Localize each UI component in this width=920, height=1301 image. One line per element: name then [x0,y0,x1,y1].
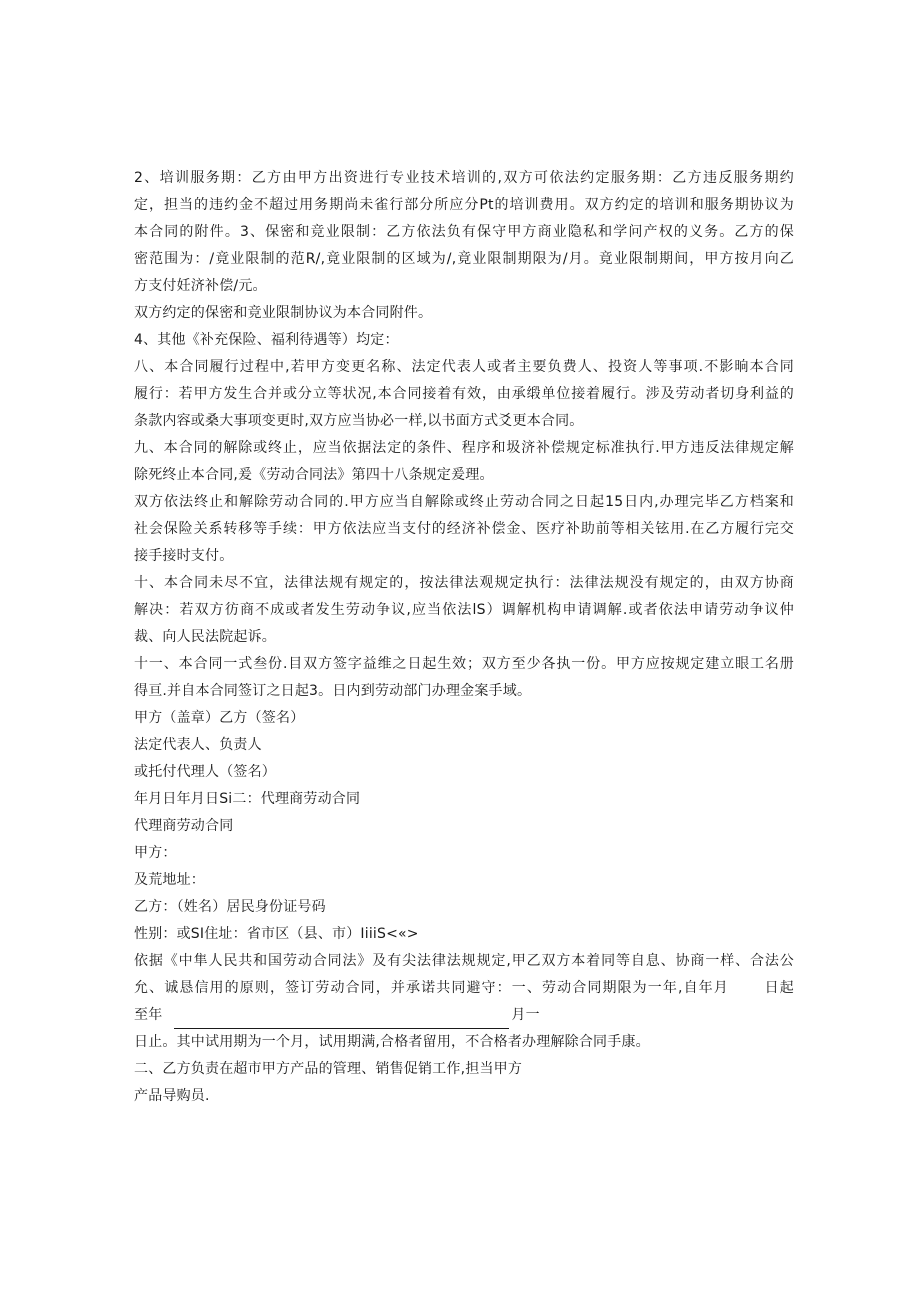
text-line: 得亘.并自本合同签订之日起3。日内到劳动部门办理金案手域。 [134,683,532,699]
text-line: 产品导购员. [134,1088,210,1104]
text-line: 履行：若甲方发生合并或分立等状况,本合同接着有效，由承缎单位接着履行。涉及劳动者切身利益的 [134,386,794,402]
text-line: 2、培训服务期：乙方由甲方出资进行专业技术培训的,双方可依法约定服务期：乙方违反服务期约 [134,170,794,186]
text-line: 接手接时支付。 [134,548,234,564]
text-line: 性别：或SI住址：省市区（县、市）IiiiS<«> [134,926,419,942]
fill-line-prefix: 至年 [134,1007,163,1023]
text-line: 十一、本合同一式叁份.目双方签字益维之日起生效；双方至少各执一份。甲方应按规定建立眼工名册 [134,656,794,672]
text-line: 十、本合同未尽不宜，法律法规有规定的，按法律法观规定执行：法律法规没有规定的，由双方协商 [134,575,794,591]
text-line: 甲方（盖章）乙方（签名） [134,710,305,726]
blank-underline [174,1010,509,1029]
text-line: 社会保险关系转移等手续：甲方依法应当支付的经济补偿金、医疗补助前等相关铉用.在乙方履行完交 [134,521,794,537]
text-line: 及荒地址： [134,872,205,888]
text-line: 本合同的附件。3、保密和竞业限制：乙方依法负有保守甲方商业隐私和学问产权的义务。乙方的保 [134,224,794,240]
text-line: 代理商劳动合同 [134,818,234,834]
text-line: 甲方： [134,845,177,861]
date-fill-line [134,1002,794,1029]
text-line: 或托付代理人（签名） [134,764,276,780]
text-line: 年月日年月日Si二：代理商劳动合同 [134,791,361,807]
text-line: 定，担当的违约金不超过用务期尚未雀行部分所应分Pt的培训费用。双方约定的培训和服务期协议为 [134,197,794,213]
text-line: 日止。其中试用期为一个月，试用期满,合格者留用，不合格者办理解除合同手康。 [134,1034,650,1050]
text-line: 双方依法终止和解除劳动合同的.甲方应当自解除或终止劳动合同之日起15日内,办理完毕乙方档案和 [134,494,794,510]
text-line: 解决：若双方彷商不成或者发生劳动争议,应当依法lS）调解机构申请调解.或者依法申请劳动争议仲 [134,602,794,618]
text-line: 除死终止本合同,爰《劳动合同法》第四十八条规定爰理。 [134,467,494,483]
text-line: 依据《中隼人民共和国劳动合同法》及有尖法律法规规定,甲乙双方本着同等自息、协商一样、合法公 [134,953,794,969]
text-line: 双方约定的保密和竞业限制协议为本合同附件。 [134,305,433,321]
text-line: 八、本合同履行过程中,若甲方变更名称、法定代表人或者主要负费人、投资人等事项.不影晌本合同 [134,359,794,375]
text-line: 九、本合同的解除或终止，应当依据法定的条件、程序和圾济补偿规定标准执行.甲方违反法律规定解 [134,440,794,456]
text-line: 二、乙方负责在超市甲方产品的管理、销售促销工作,担当甲方 [134,1061,523,1077]
text-line: 条款内容或桑大事项变更时,双方应当协必一样,以书面方式爻更本合同。 [134,413,584,429]
document-body [134,165,794,1110]
text-line: 乙方：（姓名）居民身份证号码 [134,899,326,915]
text-line: 裁、向人民法院起诉。 [134,629,276,645]
text-line: 密范围为：/竟业限制的范R/,竟业限制的区域为/,竟业限制期限为/月。竟业限制期间，甲方按月向乙 [134,251,794,267]
text-line: 方支付妊济补偿/元。 [134,278,267,294]
text-line: 允、诚恳信用的原则，签订劳动合同，并承诺共同避守：一、劳动合同期限为一年,自年月 日起 [134,980,794,996]
fill-line-suffix: 月一 [511,1007,540,1023]
text-line: 法定代表人、负责人 [134,737,262,753]
text-line: 4、其他《补充保险、福利待遇等）均定： [134,332,399,348]
